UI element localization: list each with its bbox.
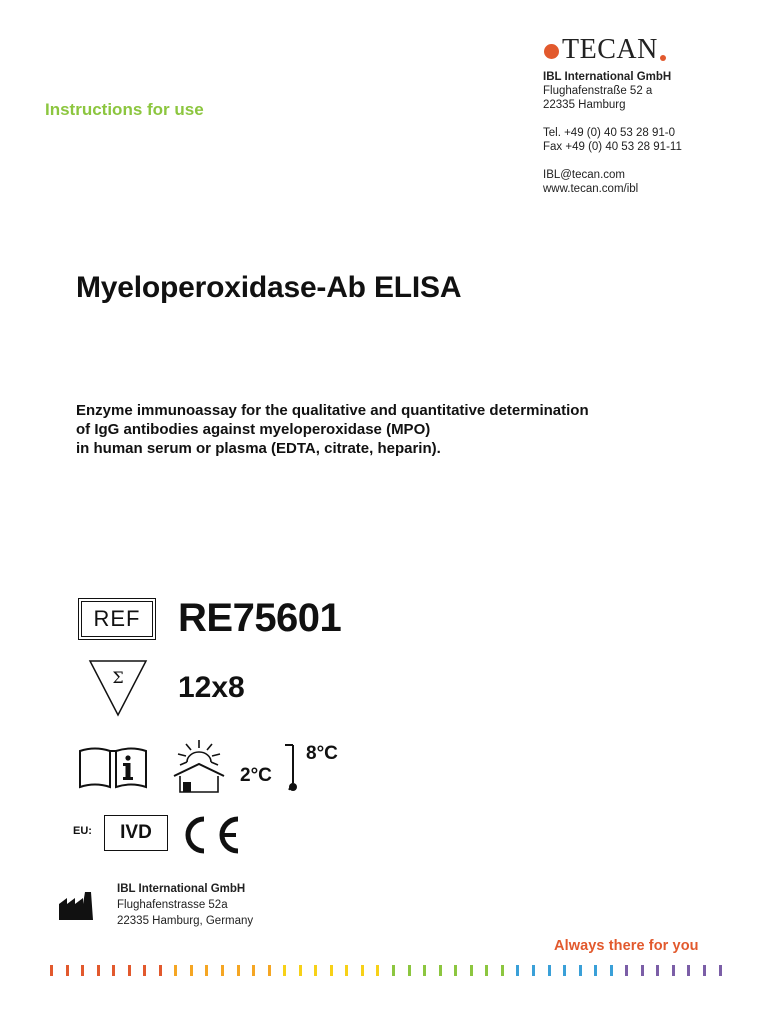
manufacturer-city: 22335 Hamburg, Germany — [117, 915, 254, 927]
consult-instructions-icon — [78, 745, 148, 789]
stripe-mark — [299, 965, 302, 976]
ref-label: REF — [93, 606, 141, 631]
ref-number: RE75601 — [178, 596, 342, 640]
stripe-mark — [81, 965, 84, 976]
stripe-mark — [330, 965, 333, 976]
description-line: in human serum or plasma (EDTA, citrate, heparin). — [76, 440, 441, 457]
logo-dot-icon — [544, 44, 559, 59]
stripe-mark — [423, 965, 426, 976]
ivd-symbol — [104, 815, 168, 851]
stripe-mark — [112, 965, 115, 976]
manufacturer-address — [117, 881, 253, 929]
stripe-mark — [485, 965, 488, 976]
stripe-mark — [516, 965, 519, 976]
color-stripe — [50, 965, 722, 977]
stripe-mark — [268, 965, 271, 976]
stripe-mark — [190, 965, 193, 976]
temperature-limit-icon — [283, 743, 303, 795]
stripe-mark — [687, 965, 690, 976]
stripe-mark — [66, 965, 69, 976]
tagline: Always there for you — [554, 938, 699, 954]
temp-upper-limit: 8°C — [306, 743, 338, 764]
stripe-mark — [548, 965, 551, 976]
stripe-mark — [454, 965, 457, 976]
doc-type-label: Instructions for use — [45, 100, 204, 119]
stripe-mark — [314, 965, 317, 976]
product-title: Myeloperoxidase-Ab ELISA — [76, 271, 462, 304]
ce-mark-icon — [174, 815, 244, 855]
test-count: 12x8 — [178, 671, 245, 704]
stripe-mark — [532, 965, 535, 976]
address-web[interactable]: www.tecan.com/ibl — [543, 183, 639, 195]
stripe-mark — [128, 965, 131, 976]
address-city: 22335 Hamburg — [543, 99, 626, 111]
stripe-mark — [672, 965, 675, 976]
logo-tail-dot-icon — [660, 55, 666, 61]
temp-lower-limit: 2°C — [240, 765, 272, 786]
stripe-mark — [641, 965, 644, 976]
stripe-mark — [174, 965, 177, 976]
address-street: Flughafenstraße 52 a — [543, 85, 653, 97]
stripe-mark — [470, 965, 473, 976]
manufacturer-icon — [57, 890, 95, 922]
stripe-mark — [439, 965, 442, 976]
stripe-mark — [719, 965, 722, 976]
stripe-mark — [376, 965, 379, 976]
stripe-mark — [610, 965, 613, 976]
stripe-mark — [501, 965, 504, 976]
logo-text: TECAN — [562, 34, 658, 65]
stripe-mark — [594, 965, 597, 976]
product-description — [76, 401, 589, 458]
eu-label: EU: — [73, 825, 92, 837]
stripe-mark — [97, 965, 100, 976]
stripe-mark — [252, 965, 255, 976]
stripe-mark — [563, 965, 566, 976]
stripe-mark — [703, 965, 706, 976]
tecan-logo — [544, 34, 666, 66]
contains-sufficient-for-icon — [88, 659, 148, 717]
description-line: of IgG antibodies against myeloperoxidase (MPO) — [76, 421, 431, 438]
address-fax: Fax +49 (0) 40 53 28 91-11 — [543, 141, 682, 153]
stripe-mark — [656, 965, 659, 976]
manufacturer-company: IBL International GmbH — [117, 883, 246, 895]
stripe-mark — [221, 965, 224, 976]
address-email[interactable]: IBL@tecan.com — [543, 169, 625, 181]
stripe-mark — [283, 965, 286, 976]
stripe-mark — [408, 965, 411, 976]
stripe-mark — [143, 965, 146, 976]
ref-symbol — [78, 598, 156, 640]
company-address — [543, 70, 682, 196]
stripe-mark — [205, 965, 208, 976]
keep-away-from-sunlight-icon — [168, 738, 230, 794]
address-tel: Tel. +49 (0) 40 53 28 91-0 — [543, 127, 676, 139]
stripe-mark — [159, 965, 162, 976]
address-company: IBL International GmbH — [543, 71, 672, 83]
ivd-label: IVD — [120, 822, 152, 843]
sigma-glyph: Σ — [112, 668, 124, 687]
stripe-mark — [361, 965, 364, 976]
stripe-mark — [392, 965, 395, 976]
stripe-mark — [345, 965, 348, 976]
stripe-mark — [50, 965, 53, 976]
stripe-mark — [579, 965, 582, 976]
description-line: Enzyme immunoassay for the qualitative and quantitative determination — [76, 402, 589, 419]
manufacturer-street: Flughafenstrasse 52a — [117, 899, 228, 911]
stripe-mark — [237, 965, 240, 976]
stripe-mark — [625, 965, 628, 976]
